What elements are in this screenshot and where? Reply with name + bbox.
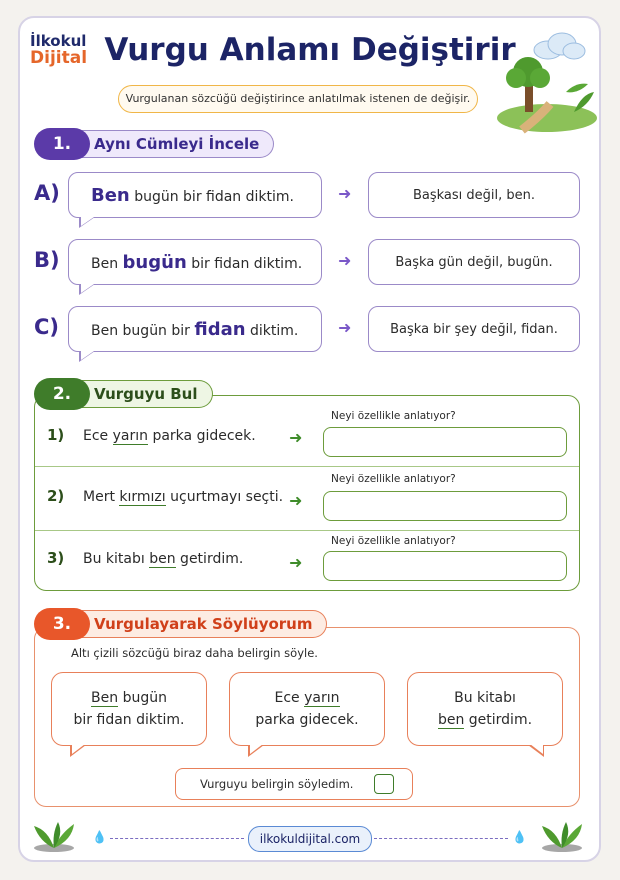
answer-input-2[interactable] [323,491,567,521]
logo-line-1: İlkokul [30,32,87,50]
list-item [35,400,579,464]
answer-input-1[interactable] [323,427,567,457]
arrow-right-icon: ➜ [289,491,303,510]
question-label: Neyi özellikle anlatıyor? [331,410,456,422]
stressed-word: Ben [91,185,130,206]
subtitle: Vurgulanan sözcüğü değiştirince anlatılmak istenen de değişir. [118,85,478,113]
item-number: 2) [47,487,65,505]
section-3-number: 3. [34,608,90,640]
section-3-label: Vurgulayarak Söylüyorum [82,610,327,638]
answer-box-c: Başka bir şey değil, fidan. [368,306,580,352]
instruction-text: Altı çizili sözcüğü biraz daha belirgin söyle. [71,646,318,660]
answer-box-b: Başka gün değil, bugün. [368,239,580,285]
leaf-plant-icon [30,818,82,852]
underlined-word: yarın [112,428,148,444]
stressed-word: bugün [122,252,187,273]
list-item [35,466,579,531]
sentence-bubble-a [68,172,322,218]
sentence-text: parka gidecek. [255,712,359,728]
sentence-bubble-b [68,239,322,285]
arrow-right-icon: ➜ [338,184,352,203]
sentence-text: bir fidan diktim. [186,256,303,272]
sentence-text: Bu kitabı ben getirdim. [83,551,244,567]
arrow-right-icon: ➜ [289,553,303,572]
water-drop-icon: 💧 [512,830,527,844]
self-check-row [175,768,413,800]
self-check-label: Vurguyu belirgin söyledim. [200,777,354,791]
underlined-word: Ben [91,690,119,706]
speech-bubble-1: Ben bugün bir fidan diktim. [51,672,207,746]
water-drop-icon: 💧 [92,830,107,844]
section-2-box [34,395,580,591]
section-2-label: Vurguyu Bul [82,380,213,408]
question-label: Neyi özellikle anlatıyor? [331,473,456,485]
leaf-plant-icon [536,818,588,852]
question-label: Neyi özellikle anlatıyor? [331,535,456,547]
section-3-box [34,627,580,807]
underlined-word: ben [149,551,176,567]
list-item [35,530,579,595]
page-title: Vurgu Anlamı Değiştirir [104,32,516,68]
arrow-right-icon: ➜ [338,251,352,270]
answer-box-a: Başkası değil, ben. [368,172,580,218]
self-check-checkbox[interactable] [374,774,394,794]
arrow-right-icon: ➜ [289,428,303,447]
arrow-right-icon: ➜ [338,318,352,337]
footer-site: ilkokuldijital.com [248,826,372,852]
underlined-word: yarın [304,690,340,706]
speech-bubble-3: Bu kitabı ben getirdim. [407,672,563,746]
underlined-word: kırmızı [119,489,166,505]
sentence-text: diktim. [245,323,299,339]
item-a-letter: A) [34,181,60,205]
logo-line-2: Dijital [30,47,88,68]
underlined-word: ben [437,712,465,728]
sentence-text: Ece yarın parka gidecek. [83,428,256,444]
sentence-text: Ben bugün bir [91,323,195,339]
sentence-bubble-c [68,306,322,352]
item-number: 3) [47,549,65,567]
section-1-label: Aynı Cümleyi İncele [82,130,274,158]
item-number: 1) [47,426,65,444]
sentence-text: bugün bir fidan diktim. [129,189,294,205]
sentence-text: Mert kırmızı uçurtmayı seçti. [83,489,284,505]
section-1-number: 1. [34,128,90,160]
stressed-word: fidan [194,319,246,340]
sentence-text: bir fidan diktim. [73,712,185,728]
dashed-line [374,838,508,839]
item-b-letter: B) [34,248,60,272]
item-c-letter: C) [34,315,60,339]
sentence-text: Ben [91,256,123,272]
speech-bubble-2: Ece yarın parka gidecek. [229,672,385,746]
answer-input-3[interactable] [323,551,567,581]
section-2-number: 2. [34,378,90,410]
sentence-text: Bu kitabı [454,690,516,706]
dashed-line [110,838,244,839]
